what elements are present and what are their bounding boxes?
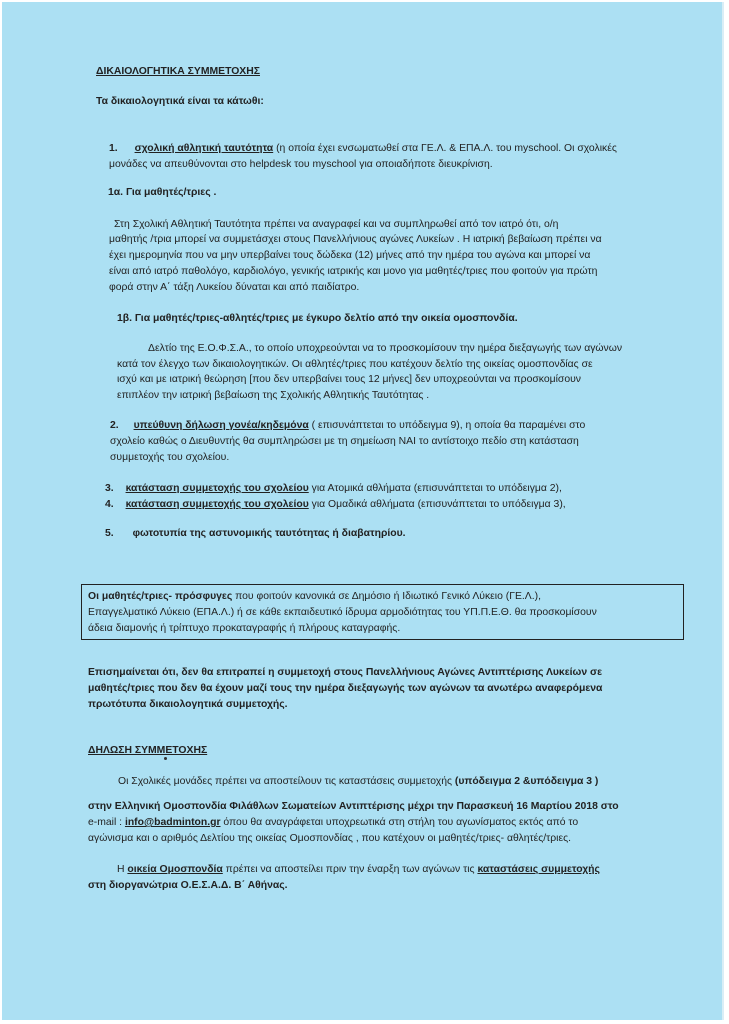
refugee-note-title: Οι μαθητές/τριες- πρόσφυγες: [88, 591, 233, 602]
item-number: 2.: [110, 420, 119, 431]
item-3-title: κατάσταση συμμετοχής του σχολείου: [125, 483, 309, 494]
declaration-line: [88, 815, 578, 831]
item-1-title: σχολική αθλητική ταυτότητα: [134, 143, 274, 154]
item-3: [105, 481, 562, 497]
sub-1a-line: έχει ημερομηνία που να μην υπερβαίνει τους δώδεκα (12) μήνες από την ημέρα του αγώνα και μπορεί να: [109, 250, 591, 261]
item-number: 3.: [105, 483, 114, 494]
intro-text: Τα δικαιολογητικά είναι τα κάτωθι:: [96, 96, 264, 107]
item-number: 5.: [105, 528, 114, 539]
declaration-heading: ΔΗΛΩΣΗ ΣΥΜΜΕΤΟΧΗΣ: [88, 745, 208, 756]
sub-1a-line: φορά στην Α΄ τάξη Λυκείου δύναται και από παιδίατρο.: [109, 282, 360, 293]
sub-1a-line: είναι από ιατρό παθολόγο, καρδιολόγο, γενικής ιατρικής και μονο για μαθητές/τριες που φοιτούν για πρώτη: [109, 266, 598, 277]
item-4-text: για Ομαδικά αθλήματα (επισυνάπτεται το υπόδειγμα 3),: [308, 499, 566, 510]
refugee-note-text: που φοιτούν κανονικά σε Δημόσιο ή Ιδιωτικό Γενικό Λύκειο (ΓΕ.Λ.),: [232, 591, 541, 602]
item-2-title: υπεύθυνη δήλωση γονέα/κηδεμόνα: [133, 420, 309, 431]
sub-1b-line: Δελτίο της Ε.Ο.Φ.Σ.Α., το οποίο υποχρεούνται να το προσκομίσουν την ημέρα διεξαγωγής των αγώνων: [148, 343, 623, 354]
sub-1a-label: 1α. Για μαθητές/τριες .: [108, 187, 217, 198]
sub-1b-line: ισχύ και με ιατρική θεώρηση [που δεν υπερβαίνει τους 12 μήνες] δεν υποχρεούνται να προσκομίσουν: [117, 374, 581, 385]
sub-1b-label: 1β. Για μαθητές/τριες-αθλητές/τριες με έγκυρο δελτίο από την οικεία ομοσπονδία.: [117, 313, 518, 324]
refugee-note-line: Επαγγελματικό Λύκειο (ΕΠΑ.Λ.) ή σε κάθε εκπαιδευτικό ίδρυμα αρμοδιότητας του ΥΠ.Π.Ε.Θ. θα προσκομίσουν: [88, 607, 597, 618]
item-2-line: σχολείο καθώς ο Διευθυντής θα συμπληρώσει με τη σημείωση ΝΑΙ το αντίστοιχο πεδίο στη κατάσταση: [110, 436, 579, 447]
declaration-text: Η: [117, 864, 128, 875]
sub-1b-line: κατά τον έλεγχο των δικαιολογητικών. Οι αθλητές/τριες που κατέχουν δελτίο της οικείας ομοσπονδίας σε: [117, 359, 593, 370]
notice-line: μαθητές/τριες που δεν θα έχουν μαζί τους την ημέρα διεξαγωγής των αγώνων τα ανωτέρω αναφερόμενα: [88, 683, 603, 694]
refugee-note-line: άδεια διαμονής ή τρίπτυχο προκαταγραφής ή πλήρους καταγραφής.: [88, 623, 401, 634]
item-number: 1.: [109, 143, 118, 154]
refugee-note-line: [88, 589, 541, 605]
item-3-text: για Ατομικά αθλήματα (επισυνάπτεται το υπόδειγμα 2),: [308, 483, 562, 494]
item-number: 4.: [105, 499, 114, 510]
item-5-title: φωτοτυπία της αστυνομικής ταυτότητας ή διαβατηρίου.: [132, 528, 406, 539]
item-1-text: (η οποία έχει ενσωματωθεί στα ΓΕ.Λ. & ΕΠΑ.Λ. του myschool. Οι σχολικές: [273, 143, 617, 154]
item-2: [110, 418, 585, 434]
email-label: e-mail :: [88, 817, 125, 828]
item-4: [105, 497, 566, 513]
declaration-line: [117, 862, 600, 878]
sub-1b-line: επιπλέον την ιατρική βεβαίωση της Σχολικής Αθλητικής Ταυτότητας .: [117, 390, 430, 401]
item-2-line: συμμετοχής του σχολείου.: [110, 452, 230, 463]
declaration-text: πρέπει να αποστείλει πριν την έναρξη των αγώνων τις: [222, 864, 478, 875]
federation-term: οικεία Ομοσπονδία: [127, 864, 223, 875]
item-5: [105, 526, 406, 542]
notice-line: Επισημαίνεται ότι, δεν θα επιτραπεί η συμμετοχή στους Πανελλήνιους Αγώνες Αντιπτέρισης Λυκείων σε: [88, 667, 603, 678]
declaration-line: [118, 774, 598, 790]
declaration-line: στη διοργανώτρια Ο.Ε.Σ.Α.Δ. Β΄ Αθήνας.: [88, 880, 288, 891]
participation-lists-term: καταστάσεις συμμετοχής: [477, 864, 600, 875]
declaration-line: αγώνισμα και ο αριθμός Δελτίου της οικείας Ομοσπονδίας , που κατέχουν οι μαθητές/τριες- αθλητές/τριες.: [88, 833, 572, 844]
page-heading: ΔΙΚΑΙΟΛΟΓΗΤΙΚΑ ΣΥΜΜΕΤΟΧΗΣ: [96, 66, 260, 77]
declaration-forms: (υπόδειγμα 2 &υπόδειγμα 3 ): [454, 776, 599, 787]
email-link[interactable]: info@badminton.gr: [124, 817, 221, 828]
item-1-line2: μονάδες να απευθύνονται στο helpdesk του myschool για οποιαδήποτε διευκρίνιση.: [109, 159, 493, 170]
declaration-text: Οι Σχολικές μονάδες πρέπει να αποστείλουν τις καταστάσεις συμμετοχής: [118, 776, 455, 787]
stray-mark: [164, 757, 167, 760]
notice-line: πρωτότυπα δικαιολογητικά συμμετοχής.: [88, 699, 288, 710]
item-1: [109, 141, 617, 157]
item-2-text: ( επισυνάπτεται το υπόδειγμα 9), η οποία θα παραμένει στο: [308, 420, 586, 431]
declaration-text: όπου θα αναγράφεται υποχρεωτικά στη στήλη του αγωνίσματος εκτός από το: [220, 817, 579, 828]
sub-1a-line: Στη Σχολική Αθλητική Ταυτότητα πρέπει να αναγραφεί και να συμπληρωθεί από τον ιατρό ότι, ο/η: [114, 219, 559, 230]
declaration-line: στην Ελληνική Ομοσπονδία Φιλάθλων Σωματείων Αντιπτέρισης μέχρι την Παρασκευή 16 Μαρτίου 2018 στο: [88, 801, 619, 812]
sub-1a-line: μαθητής /τρια μπορεί να συμμετάσχει στους Πανελλήνιους αγώνες Λυκείων . Η ιατρική βεβαίωση πρέπει να: [109, 234, 602, 245]
item-4-title: κατάσταση συμμετοχής του σχολείου: [125, 499, 309, 510]
